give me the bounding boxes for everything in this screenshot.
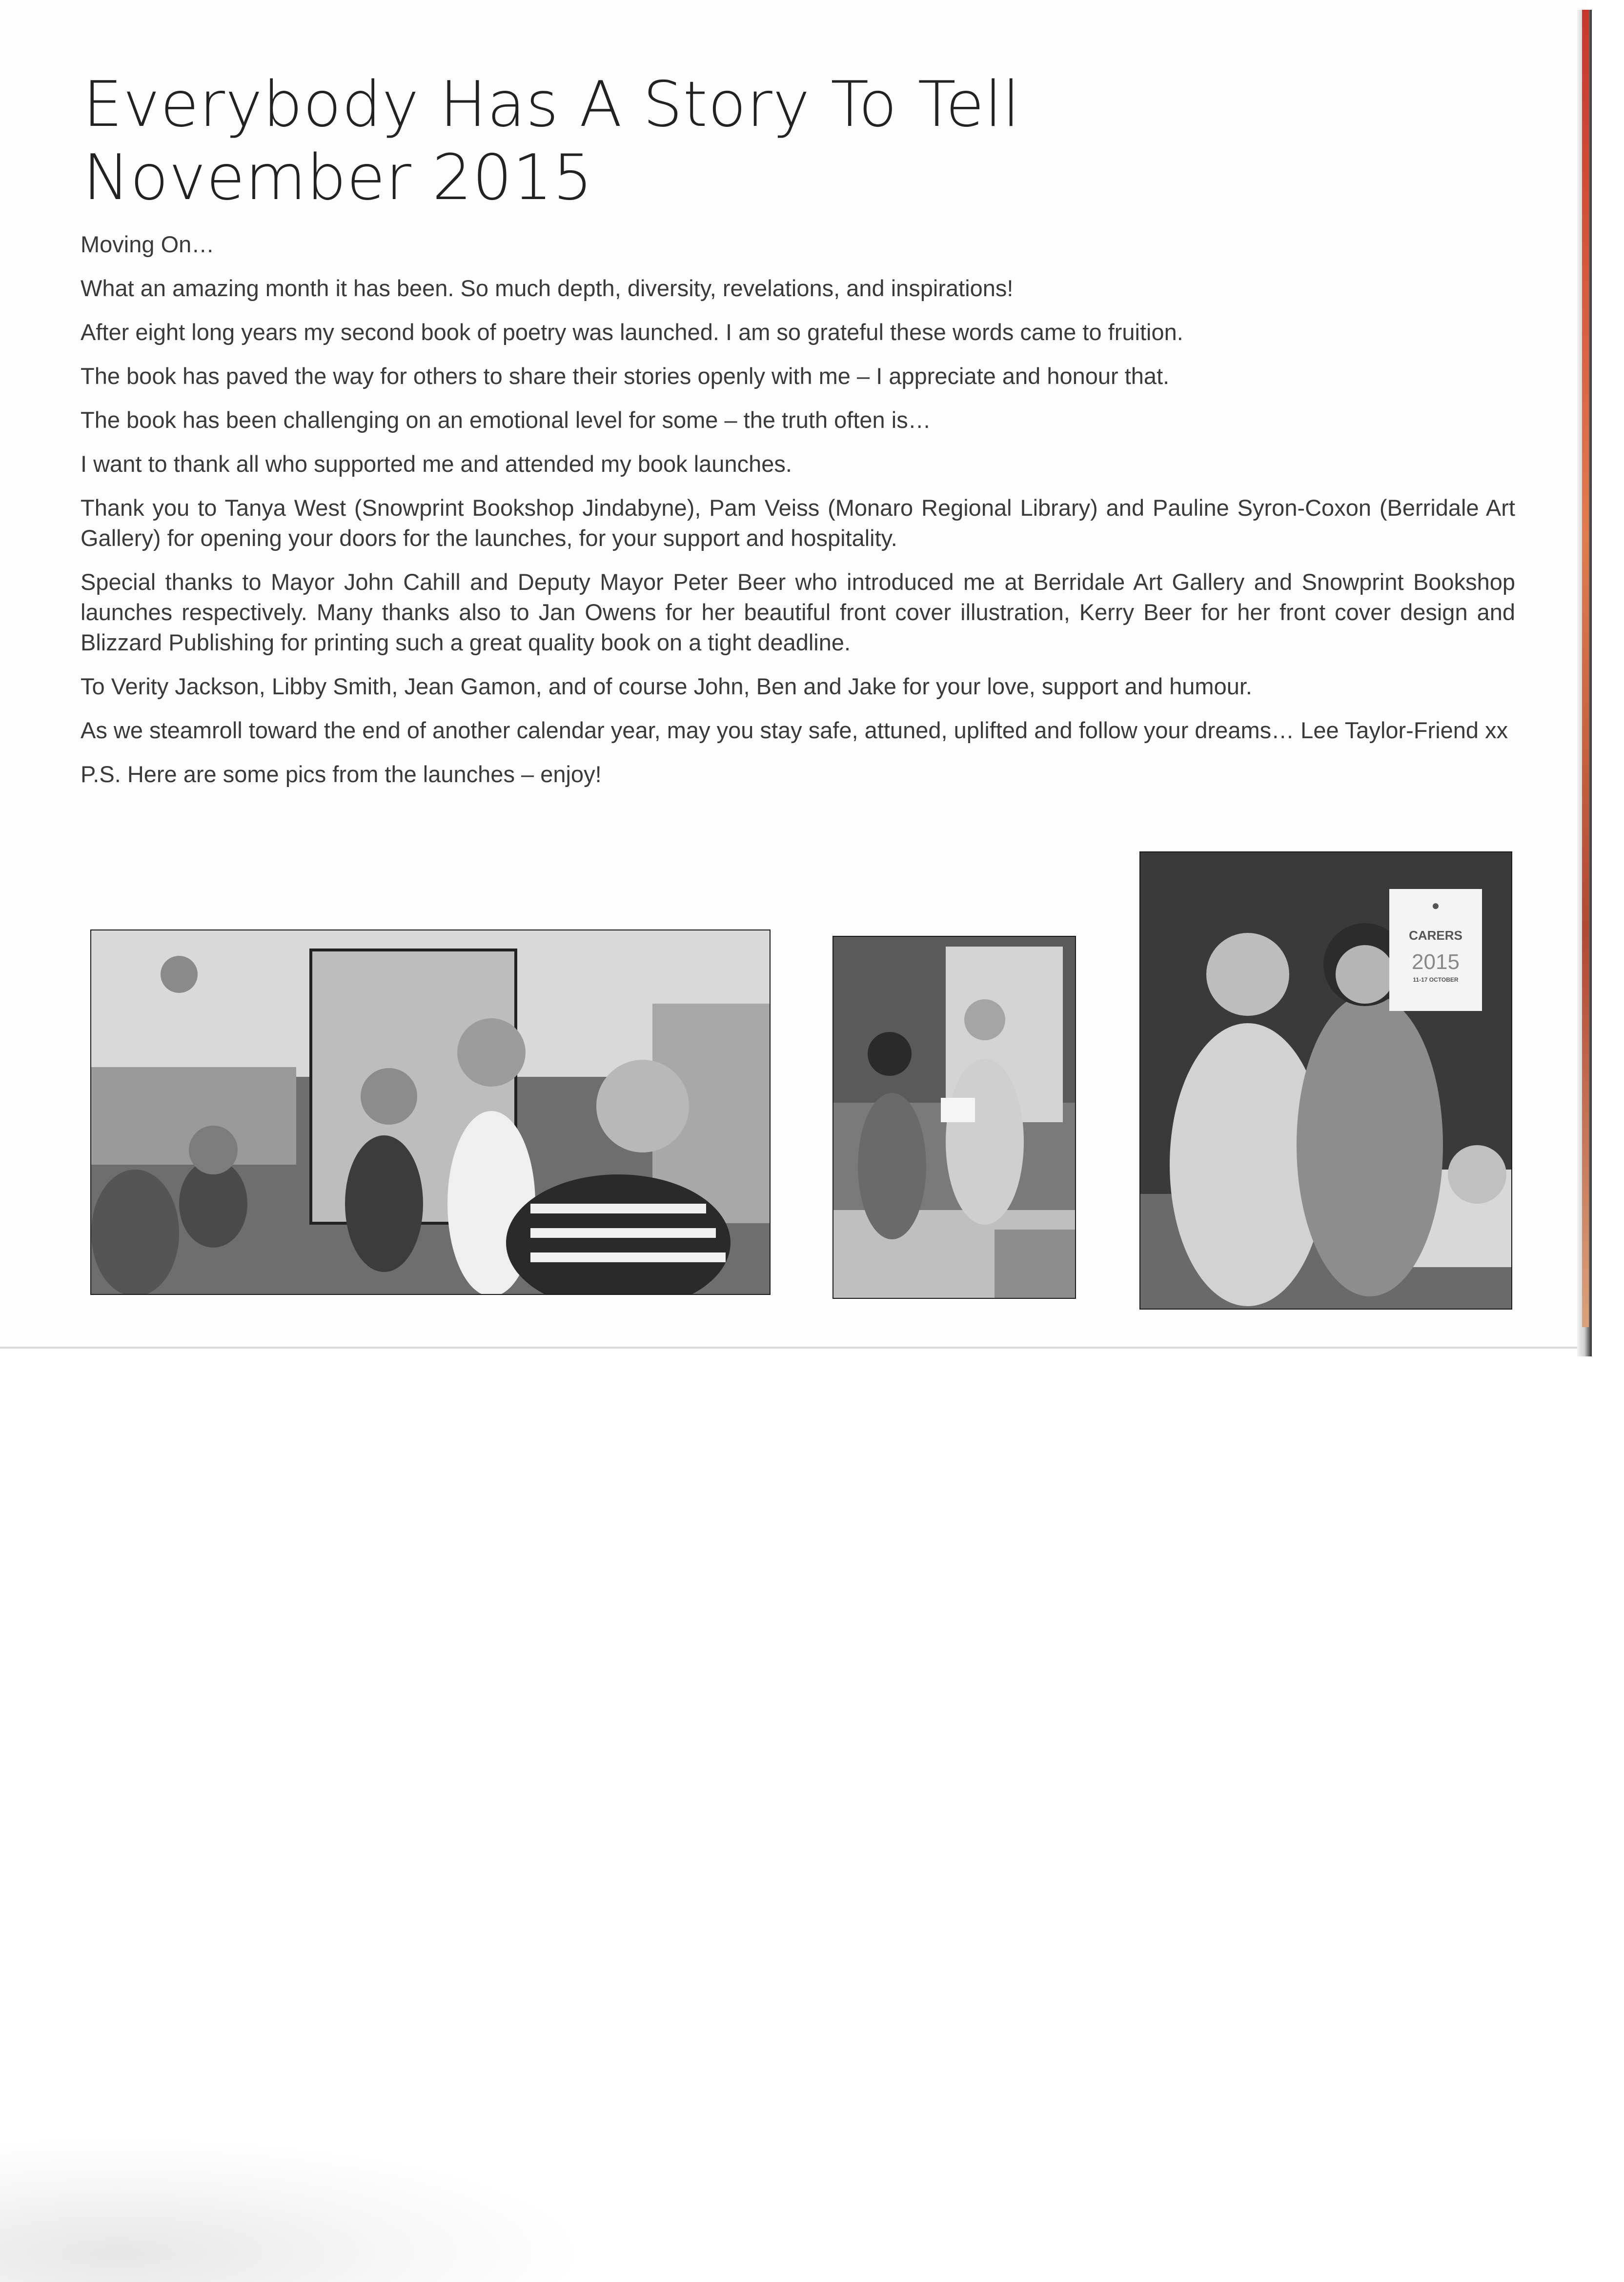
poster-title: CARERS bbox=[1409, 928, 1462, 943]
scan-smudge bbox=[0, 2137, 586, 2282]
poster-dates: 11-17 OCTOBER bbox=[1413, 976, 1459, 983]
speakers-photo-image bbox=[833, 937, 1075, 1298]
paragraph-9: To Verity Jackson, Libby Smith, Jean Gamon, and of course John, Ben and Jake for your love, support and humour. bbox=[81, 673, 1252, 699]
article-body bbox=[81, 229, 1515, 803]
page-title bbox=[83, 68, 1020, 215]
launch-photo-audience bbox=[90, 929, 771, 1295]
launch-photo-speakers bbox=[832, 936, 1076, 1299]
title-line-2: November 2015 bbox=[83, 141, 593, 214]
title-line-1: Everybody Has A Story To Tell bbox=[83, 68, 1020, 141]
paragraph-6: I want to thank all who supported me and attended my book launches. bbox=[81, 451, 792, 477]
paragraph-4: The book has paved the way for others to share their stories openly with me – I appreciate and honour that. bbox=[81, 363, 1170, 389]
paragraph-1: Moving On… bbox=[81, 231, 215, 257]
poster-logo-icon: ● bbox=[1431, 898, 1440, 913]
carers-poster bbox=[1389, 889, 1482, 1011]
audience-photo-image bbox=[91, 930, 770, 1294]
paragraph-3: After eight long years my second book of poetry was launched. I am so grateful these words came to fruition. bbox=[81, 319, 1183, 345]
paragraph-2: What an amazing month it has been. So much depth, diversity, revelations, and inspirations! bbox=[81, 275, 1014, 301]
paragraph-8: Special thanks to Mayor John Cahill and Deputy Mayor Peter Beer who introduced me at Berridale Art Gallery and Snowprint Bookshop launches respectively. Many thanks also to Jan Owens for her beautiful front cover illustration, Kerry Beer for her front cover design and Blizzard Publishing for printing such a great quality book on a tight deadline. bbox=[81, 569, 1515, 655]
launch-photo-two-women bbox=[1139, 851, 1512, 1310]
paragraph-7: Thank you to Tanya West (Snowprint Bookshop Jindabyne), Pam Veiss (Monaro Regional Library) and Pauline Syron-Coxon (Berridale Art Gallery) for opening your doors for the launches, for your support and hospitality. bbox=[81, 495, 1515, 551]
paragraph-11: P.S. Here are some pics from the launches – enjoy! bbox=[81, 761, 602, 787]
paragraph-10: As we steamroll toward the end of another calendar year, may you stay safe, attuned, uplifted and follow your dreams… Lee Taylor-Friend xx bbox=[81, 717, 1508, 743]
paragraph-5: The book has been challenging on an emotional level for some – the truth often is… bbox=[81, 407, 931, 433]
page-edge-accent bbox=[1582, 10, 1589, 1327]
poster-year: 2015 bbox=[1412, 950, 1460, 974]
